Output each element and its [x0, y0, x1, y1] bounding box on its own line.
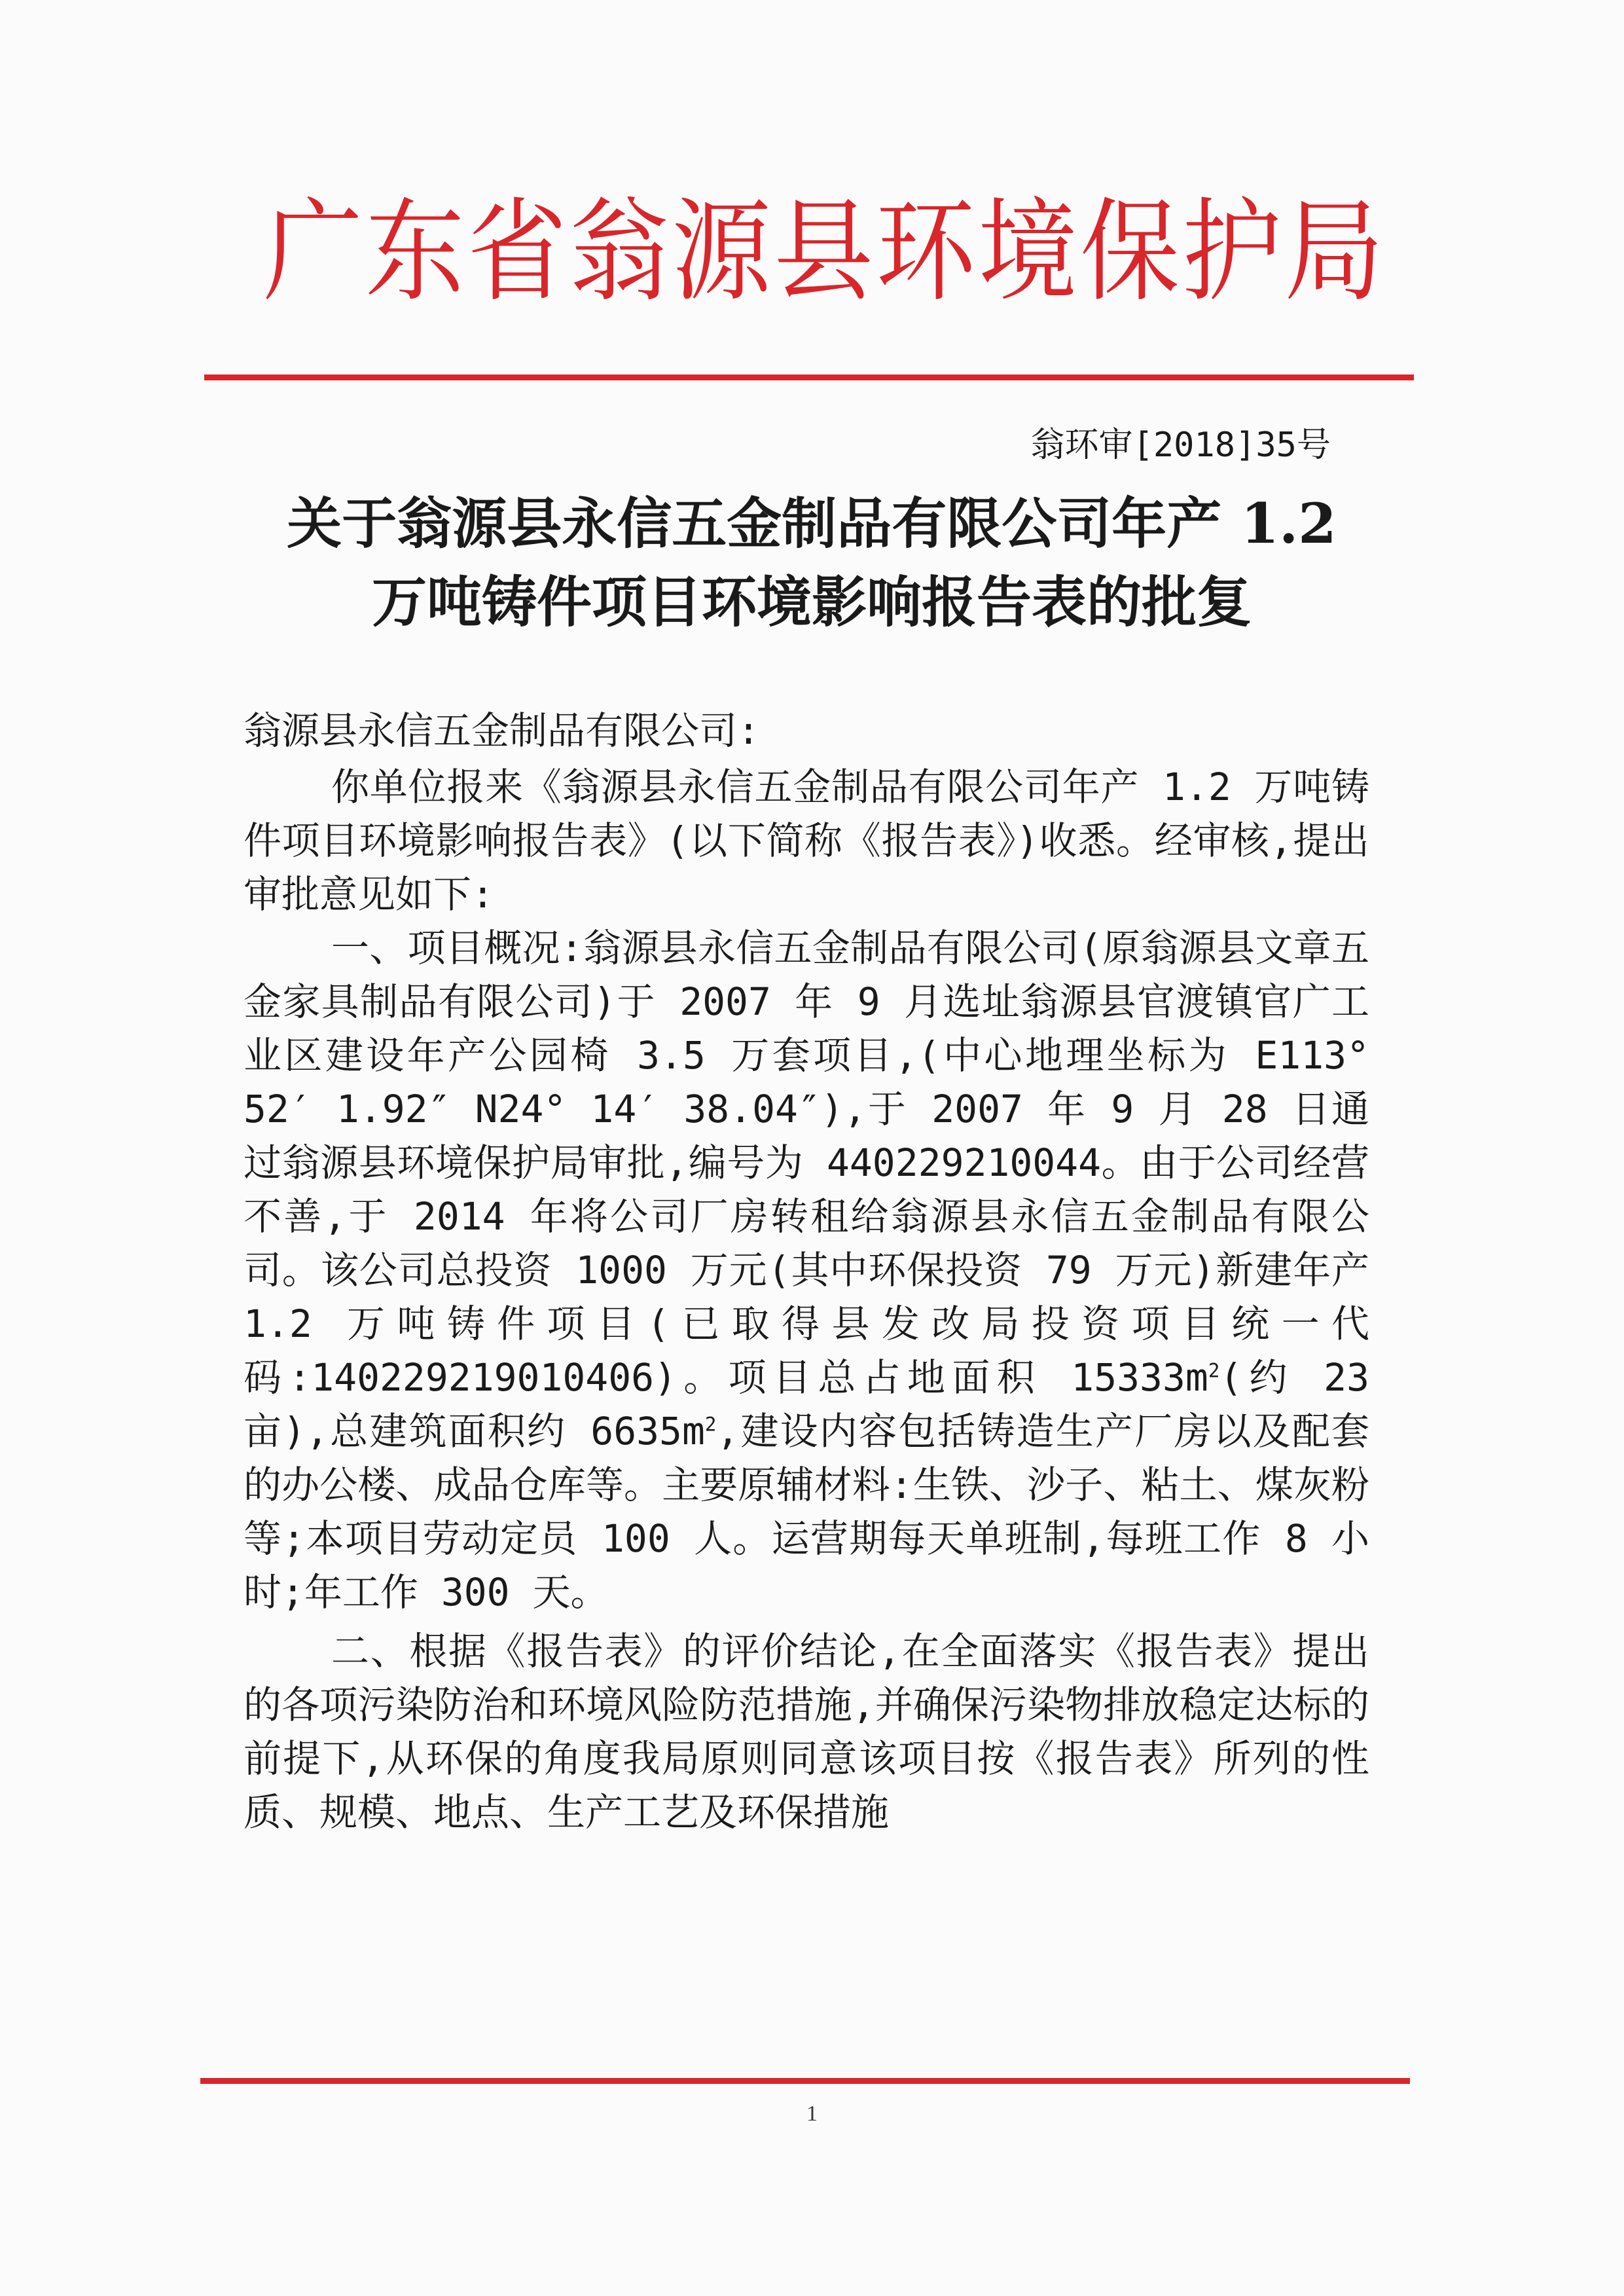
letterhead-org-name: 广东省翁源县环境保护局: [263, 187, 1386, 317]
document-title-line-2: 万吨铸件项目环境影响报告表的批复: [371, 570, 1252, 634]
page-number: 1: [806, 2102, 818, 2126]
section-1-text-c: ,建设内容包括铸造生产厂房以及配套的办公楼、成品仓库等。主要原辅材料:生铁、沙子、粘土、煤灰粉等;本项目劳动定员 100 人。运营期每天单班制,每班工作 8 小时;年工作 300 天。: [244, 1409, 1369, 1614]
document-title-line-1: 关于翁源县永信五金制品有限公司年产 1.2: [287, 491, 1337, 556]
superscript-2: 2: [1208, 1359, 1220, 1382]
section-2-paragraph: 二、根据《报告表》的评价结论,在全面落实《报告表》提出的各项污染防治和环境风险防范措施,并确保污染物排放稳定达标的前提下,从环保的角度我局原则同意该项目按《报告表》所列的性质、规模、地点、生产工艺及环保措施: [244, 1629, 1369, 1834]
document-title: [242, 484, 1381, 642]
letterhead-red-rule: [204, 374, 1414, 380]
section-1-text-b: (约 23 亩),总建筑面积约 6635m: [244, 1355, 1369, 1453]
document-number: 翁环审[2018]35号: [1030, 426, 1331, 465]
superscript-2: 2: [704, 1413, 717, 1436]
intro-paragraph: 你单位报来《翁源县永信五金制品有限公司年产 1.2 万吨铸件项目环境影响报告表》(以下简称《报告表》)收悉。经审核,提出审批意见如下:: [244, 765, 1369, 917]
document-body: [244, 704, 1369, 1839]
section-1-paragraph: [244, 921, 1369, 1619]
addressee: 翁源县永信五金制品有限公司:: [244, 708, 760, 753]
footer-red-rule: [200, 2078, 1410, 2084]
section-1-text-a: 一、项目概况:翁源县永信五金制品有限公司(原翁源县文章五金家具制品有限公司)于 2007 年 9 月选址翁源县官渡镇官广工业区建设年产公园椅 3.5 万套项目,(中心地理坐标为 E113° 52′ 1.92″ N24° 14′ 38.04″),于 2007 年 9 月 28 日通过翁源县环境保护局审批,编号为 440229210044。由于公司经营不善,于 2014 年将公司厂房转租给翁源县永信五金制品有限公司。该公司总投资 1000 万元(其中环保投资 79 万元)新建年产 1.2 万吨铸件项目(已取得县发改局投资项目统一代码:140229219010406)。项目总占地面积 15333m: [244, 926, 1369, 1400]
